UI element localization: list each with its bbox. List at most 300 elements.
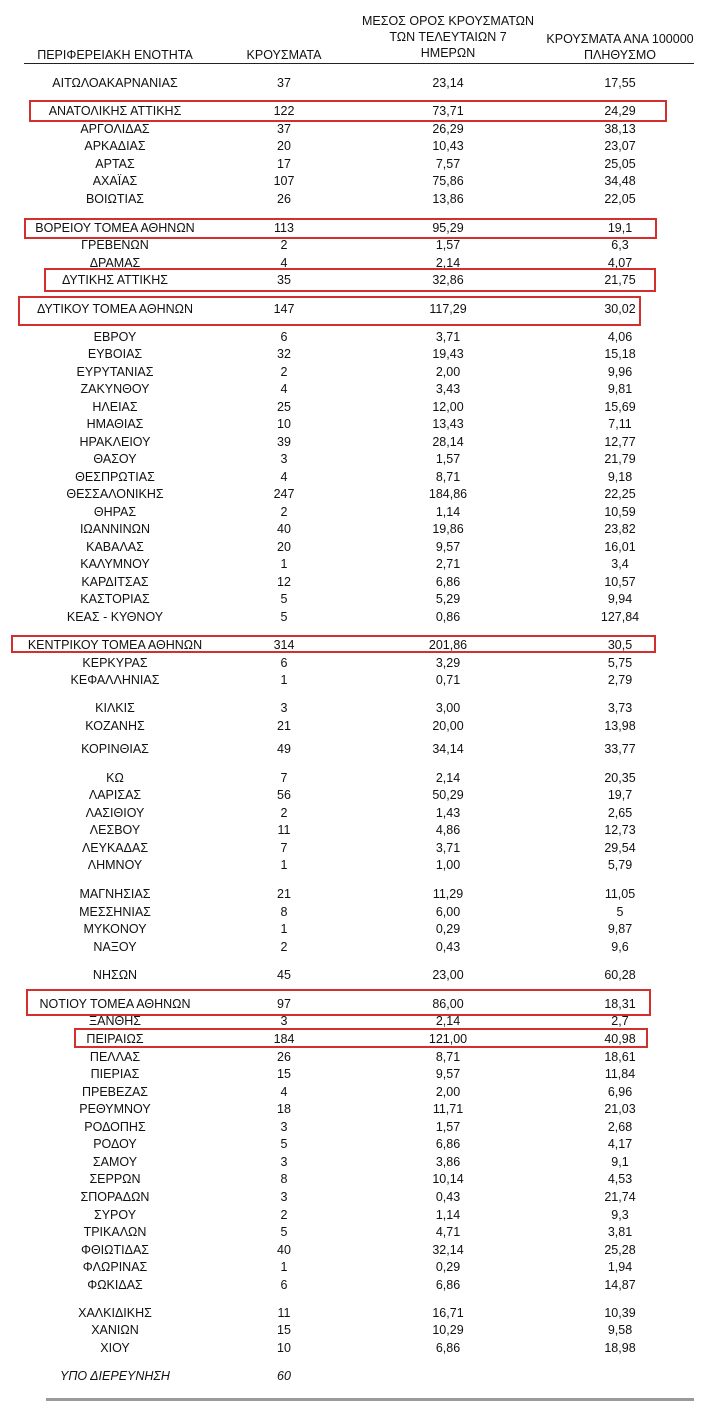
- per100k-value: 4,07: [607, 256, 633, 270]
- cases-value: 7: [280, 841, 288, 855]
- avg7-value: 6,86: [435, 575, 461, 589]
- per100k-value: 19,1: [607, 221, 633, 235]
- cases-value: 17: [277, 157, 291, 171]
- cases-value: 37: [277, 122, 291, 136]
- per100k-value: 10,57: [604, 575, 636, 589]
- cases-value: 8: [280, 905, 288, 919]
- header-region: ΠΕΡΙΦΕΡΕΙΑΚΗ ΕΝΟΤΗΤΑ: [37, 48, 193, 62]
- per100k-value: 22,25: [604, 487, 636, 501]
- footer-cases-value: 60: [277, 1369, 291, 1383]
- region-name: ΑΝΑΤΟΛΙΚΗΣ ΑΤΤΙΚΗΣ: [48, 104, 182, 118]
- avg7-value: 3,86: [435, 1155, 461, 1169]
- header-divider: [24, 63, 694, 64]
- region-name: ΙΩΑΝΝΙΝΩΝ: [79, 522, 151, 536]
- per100k-value: 9,87: [607, 922, 633, 936]
- cases-value: 10: [277, 1341, 291, 1355]
- region-name: ΛΑΡΙΣΑΣ: [88, 788, 142, 802]
- region-name: ΑΡΚΑΔΙΑΣ: [84, 139, 146, 153]
- table-row: [0, 700, 722, 717]
- region-name: ΚΕΦΑΛΛΗΝΙΑΣ: [70, 673, 160, 687]
- avg7-value: 184,86: [428, 487, 468, 501]
- region-name: ΞΑΝΘΗΣ: [89, 1014, 141, 1028]
- avg7-value: 26,29: [432, 122, 464, 136]
- region-name: ΛΑΣΙΘΙΟΥ: [85, 806, 145, 820]
- region-name: ΚΕΑΣ - ΚΥΘΝΟΥ: [66, 610, 164, 624]
- table-row: [0, 1242, 722, 1259]
- cases-value: 2: [280, 238, 288, 252]
- highlight-box: [29, 100, 667, 122]
- per100k-value: 9,18: [607, 470, 633, 484]
- table-row: [0, 1259, 722, 1276]
- table-row: [0, 1224, 722, 1241]
- cases-value: 32: [277, 347, 291, 361]
- table-row: [0, 822, 722, 839]
- avg7-value: 4,86: [435, 823, 461, 837]
- region-name: ΓΡΕΒΕΝΩΝ: [81, 238, 149, 252]
- region-name: ΣΕΡΡΩΝ: [89, 1172, 141, 1186]
- per100k-value: 18,61: [604, 1050, 636, 1064]
- table-row: [0, 346, 722, 363]
- table-row: [0, 416, 722, 433]
- avg7-value: 7,57: [435, 157, 461, 171]
- cases-value: 2: [280, 940, 288, 954]
- table-row: [0, 1084, 722, 1101]
- avg7-value: 10,43: [432, 139, 464, 153]
- highlight-box: [18, 296, 641, 326]
- avg7-value: 6,86: [435, 1341, 461, 1355]
- avg7-value: 28,14: [432, 435, 464, 449]
- table-row: [0, 967, 722, 984]
- region-name: ΦΘΙΩΤΙΔΑΣ: [80, 1243, 150, 1257]
- highlight-box: [11, 635, 656, 653]
- cases-value: 3: [280, 701, 288, 715]
- avg7-value: 117,29: [429, 302, 467, 316]
- highlight-box: [44, 268, 656, 292]
- per100k-value: 15,18: [604, 347, 636, 361]
- per100k-value: 4,06: [607, 330, 633, 344]
- per100k-value: 25,05: [604, 157, 636, 171]
- cases-value: 3: [280, 1155, 288, 1169]
- cases-value: 3: [280, 1014, 288, 1028]
- per100k-value: 6,3: [611, 238, 629, 252]
- region-name: ΗΜΑΘΙΑΣ: [86, 417, 144, 431]
- avg7-value: 19,86: [432, 522, 464, 536]
- per100k-value: 12,77: [604, 435, 636, 449]
- avg7-value: 3,00: [435, 701, 461, 715]
- cases-value: 184: [273, 1032, 295, 1046]
- avg7-value: 0,43: [435, 1190, 461, 1204]
- region-name: ΧΙΟΥ: [100, 1341, 130, 1355]
- avg7-value: 32,14: [432, 1243, 464, 1257]
- region-name: ΚΑΛΥΜΝΟΥ: [80, 557, 150, 571]
- table-row: [0, 399, 722, 416]
- table-row: [0, 504, 722, 521]
- region-name: ΠΕΛΛΑΣ: [89, 1050, 141, 1064]
- table-row: [0, 609, 722, 626]
- per100k-value: 9,3: [611, 1208, 629, 1222]
- avg7-value: 1,00: [435, 858, 461, 872]
- table-row: [0, 1277, 722, 1294]
- table-row: [0, 672, 722, 689]
- cases-value: 2: [280, 365, 288, 379]
- table-row: [0, 939, 722, 956]
- cases-value: 5: [280, 610, 288, 624]
- cases-value: 97: [277, 997, 291, 1011]
- per100k-value: 10,59: [604, 505, 636, 519]
- cases-value: 18: [277, 1102, 291, 1116]
- per100k-value: 11,05: [604, 887, 636, 901]
- avg7-value: 2,14: [435, 771, 461, 785]
- avg7-value: 1,57: [435, 238, 461, 252]
- cases-value: 247: [273, 487, 295, 501]
- avg7-value: 20,00: [432, 719, 464, 733]
- cases-value: 37: [277, 76, 291, 90]
- highlight-box: [24, 218, 657, 239]
- region-name: ΕΥΡΥΤΑΝΙΑΣ: [76, 365, 154, 379]
- table-row: [0, 329, 722, 346]
- avg7-value: 1,14: [435, 1208, 461, 1222]
- cases-value: 26: [277, 1050, 291, 1064]
- table-row: [0, 1189, 722, 1206]
- avg7-value: 10,14: [432, 1172, 464, 1186]
- region-name: ΔΥΤΙΚΗΣ ΑΤΤΙΚΗΣ: [62, 273, 168, 287]
- region-name: ΦΩΚΙΔΑΣ: [87, 1278, 143, 1292]
- avg7-value: 1,14: [435, 505, 461, 519]
- region-name: ΘΕΣΣΑΛΟΝΙΚΗΣ: [66, 487, 164, 501]
- region-name: ΜΑΓΝΗΣΙΑΣ: [79, 887, 151, 901]
- avg7-value: 16,71: [432, 1306, 464, 1320]
- table-row: [0, 1322, 722, 1339]
- per100k-value: 4,53: [607, 1172, 633, 1186]
- table-row: [0, 364, 722, 381]
- per100k-value: 21,03: [604, 1102, 636, 1116]
- table-row: [0, 469, 722, 486]
- per100k-value: 21,79: [604, 452, 636, 466]
- region-name: ΜΕΣΣΗΝΙΑΣ: [79, 905, 151, 919]
- avg7-value: 3,29: [435, 656, 461, 670]
- table-row: [0, 1066, 722, 1083]
- region-name: ΑΧΑΪΑΣ: [92, 174, 138, 188]
- table-row: [0, 591, 722, 608]
- per100k-value: 12,73: [604, 823, 636, 837]
- region-name: ΡΕΘΥΜΝΟΥ: [79, 1102, 151, 1116]
- cases-value: 6: [280, 656, 288, 670]
- region-name: ΛΗΜΝΟΥ: [87, 858, 143, 872]
- table-row: [0, 173, 722, 190]
- region-name: ΡΟΔΟΥ: [93, 1137, 137, 1151]
- per100k-value: 2,7: [611, 1014, 629, 1028]
- region-name: ΧΑΛΚΙΔΙΚΗΣ: [78, 1306, 152, 1320]
- cases-value: 3: [280, 1190, 288, 1204]
- avg7-value: 1,57: [435, 1120, 461, 1134]
- table-row: [0, 787, 722, 804]
- table-row: [0, 1049, 722, 1066]
- per100k-value: 9,96: [607, 365, 633, 379]
- cases-value: 26: [277, 192, 291, 206]
- cases-value: 40: [277, 522, 291, 536]
- region-name: ΜΥΚΟΝΟΥ: [83, 922, 147, 936]
- cases-value: 113: [274, 221, 294, 235]
- per100k-value: 40,98: [604, 1032, 636, 1046]
- cases-value: 4: [280, 1085, 288, 1099]
- avg7-value: 50,29: [432, 788, 464, 802]
- avg7-value: 2,14: [435, 256, 461, 270]
- table-row: [0, 1154, 722, 1171]
- avg7-value: 13,43: [432, 417, 464, 431]
- cases-value: 4: [280, 470, 288, 484]
- per100k-value: 2,79: [607, 673, 633, 687]
- table-row: [0, 1136, 722, 1153]
- per100k-value: 5,79: [607, 858, 633, 872]
- per100k-value: 18,98: [604, 1341, 636, 1355]
- per100k-value: 9,1: [611, 1155, 629, 1169]
- per100k-value: 30,02: [604, 302, 636, 316]
- cases-value: 1: [280, 922, 288, 936]
- table-footer-row: [0, 1368, 722, 1385]
- avg7-value: 6,86: [435, 1278, 461, 1292]
- cases-value: 8: [280, 1172, 288, 1186]
- region-name: ΡΟΔΟΠΗΣ: [84, 1120, 146, 1134]
- table-row: [0, 434, 722, 451]
- avg7-value: 2,00: [435, 1085, 461, 1099]
- region-name: ΠΡΕΒΕΖΑΣ: [81, 1085, 149, 1099]
- per100k-value: 34,48: [604, 174, 636, 188]
- per100k-value: 14,87: [604, 1278, 636, 1292]
- per100k-value: 11,84: [604, 1067, 636, 1081]
- table-row: [0, 574, 722, 591]
- cases-value: 2: [280, 1208, 288, 1222]
- cases-value: 21: [277, 887, 291, 901]
- avg7-value: 11,29: [432, 887, 464, 901]
- table-row: [0, 1101, 722, 1118]
- avg7-value: 9,57: [435, 1067, 461, 1081]
- region-name: ΚΟΡΙΝΘΙΑΣ: [81, 742, 149, 756]
- highlight-box: [26, 989, 651, 1016]
- table-row: [0, 904, 722, 921]
- per100k-value: 17,55: [604, 76, 636, 90]
- avg7-value: 32,86: [432, 273, 464, 287]
- region-name: ΤΡΙΚΑΛΩΝ: [83, 1225, 147, 1239]
- header-cases: ΚΡΟΥΣΜΑΤΑ: [246, 48, 322, 62]
- avg7-value: 86,00: [432, 997, 464, 1011]
- cases-value: 21: [277, 719, 291, 733]
- cases-value: 11: [277, 1306, 291, 1320]
- cases-value: 25: [277, 400, 291, 414]
- region-name: ΕΥΒΟΙΑΣ: [87, 347, 143, 361]
- region-name: ΘΕΣΠΡΩΤΙΑΣ: [75, 470, 155, 484]
- per100k-value: 23,07: [604, 139, 636, 153]
- avg7-value: 34,14: [432, 742, 464, 756]
- cases-value: 11: [277, 823, 291, 837]
- region-name: ΣΑΜΟΥ: [92, 1155, 138, 1169]
- region-name: ΚΙΛΚΙΣ: [95, 701, 135, 715]
- cases-value: 4: [280, 256, 288, 270]
- region-name: ΒΟΡΕΙΟΥ ΤΟΜΕΑ ΑΘΗΝΩΝ: [35, 221, 195, 235]
- region-name: ΕΒΡΟΥ: [93, 330, 137, 344]
- table-row: [0, 451, 722, 468]
- avg7-value: 121,00: [428, 1032, 468, 1046]
- table-row: [0, 921, 722, 938]
- cases-value: 4: [280, 382, 288, 396]
- table-row: [0, 539, 722, 556]
- avg7-value: 3,71: [435, 330, 461, 344]
- per100k-value: 19,7: [607, 788, 633, 802]
- cases-value: 15: [277, 1067, 291, 1081]
- cases-value: 3: [280, 452, 288, 466]
- per100k-value: 25,28: [604, 1243, 636, 1257]
- per100k-value: 5: [616, 905, 624, 919]
- table-row: [0, 521, 722, 538]
- cases-value: 122: [273, 104, 295, 118]
- per100k-value: 9,58: [607, 1323, 633, 1337]
- cases-value: 2: [280, 806, 288, 820]
- avg7-value: 0,43: [435, 940, 461, 954]
- per100k-value: 9,6: [611, 940, 629, 954]
- per100k-value: 3,81: [607, 1225, 633, 1239]
- table-row: [0, 1171, 722, 1188]
- region-name: ΑΡΓΟΛΙΔΑΣ: [80, 122, 150, 136]
- cases-value: 15: [277, 1323, 291, 1337]
- avg7-value: 1,43: [435, 806, 461, 820]
- avg7-value: 13,86: [432, 192, 464, 206]
- region-name: ΝΗΣΩΝ: [92, 968, 138, 982]
- per100k-value: 9,81: [607, 382, 633, 396]
- avg7-value: 8,71: [435, 1050, 461, 1064]
- per100k-value: 23,82: [604, 522, 636, 536]
- cases-value: 6: [280, 330, 288, 344]
- avg7-value: 73,71: [432, 104, 464, 118]
- cases-value: 2: [280, 505, 288, 519]
- per100k-value: 10,39: [604, 1306, 636, 1320]
- avg7-value: 23,14: [432, 76, 464, 90]
- per100k-value: 6,96: [607, 1085, 633, 1099]
- avg7-value: 4,71: [435, 1225, 461, 1239]
- table-row: [0, 718, 722, 735]
- per100k-value: 4,17: [607, 1137, 633, 1151]
- bottom-rule: [46, 1398, 694, 1401]
- header-avg7: ΜΕΣΟΣ ΟΡΟΣ ΚΡΟΥΣΜΑΤΩΝ ΤΩΝ ΤΕΛΕΥΤΑΙΩΝ 7 ΗΜΕΡΩΝ: [361, 14, 535, 60]
- table-row: [0, 138, 722, 155]
- per100k-value: 33,77: [604, 742, 636, 756]
- region-name: ΚΑΡΔΙΤΣΑΣ: [81, 575, 149, 589]
- region-name: ΑΙΤΩΛΟΑΚΑΡΝΑΝΙΑΣ: [52, 76, 178, 90]
- avg7-value: 2,00: [435, 365, 461, 379]
- cases-value: 40: [277, 1243, 291, 1257]
- avg7-value: 12,00: [432, 400, 464, 414]
- cases-value: 39: [277, 435, 291, 449]
- highlight-box: [74, 1028, 648, 1048]
- per100k-value: 30,5: [607, 638, 633, 652]
- avg7-value: 3,71: [435, 841, 461, 855]
- region-name: ΧΑΝΙΩΝ: [91, 1323, 139, 1337]
- cases-value: 147: [273, 302, 295, 316]
- per100k-value: 15,69: [604, 400, 636, 414]
- cases-value: 49: [277, 742, 291, 756]
- table-row: [0, 1119, 722, 1136]
- region-name: ΖΑΚΥΝΘΟΥ: [80, 382, 150, 396]
- cases-value: 1: [280, 557, 288, 571]
- region-name: ΛΕΥΚΑΔΑΣ: [81, 841, 149, 855]
- table-row: [0, 486, 722, 503]
- table-row: [0, 1305, 722, 1322]
- avg7-value: 8,71: [435, 470, 461, 484]
- avg7-value: 201,86: [428, 638, 468, 652]
- table-row: [0, 156, 722, 173]
- region-name: ΝΑΞΟΥ: [93, 940, 137, 954]
- region-name: ΘΗΡΑΣ: [93, 505, 137, 519]
- avg7-value: 75,86: [432, 174, 464, 188]
- avg7-value: 0,29: [435, 922, 461, 936]
- table-row: [0, 741, 722, 758]
- per100k-value: 2,65: [607, 806, 633, 820]
- per100k-value: 13,98: [604, 719, 636, 733]
- header-per100k: ΚΡΟΥΣΜΑΤΑ ΑΝΑ 100000 ΠΛΗΘΥΣΜΟ: [546, 32, 694, 62]
- cases-value: 5: [280, 592, 288, 606]
- region-name: ΒΟΙΩΤΙΑΣ: [85, 192, 145, 206]
- cases-value: 7: [280, 771, 288, 785]
- region-name: ΔΡΑΜΑΣ: [89, 256, 141, 270]
- per100k-value: 1,94: [607, 1260, 633, 1274]
- region-name: ΚΩ: [106, 771, 124, 785]
- cases-value: 20: [277, 540, 291, 554]
- avg7-value: 2,71: [435, 557, 461, 571]
- per100k-value: 21,74: [604, 1190, 636, 1204]
- region-name: ΝΟΤΙΟΥ ΤΟΜΕΑ ΑΘΗΝΩΝ: [39, 997, 191, 1011]
- cases-value: 45: [277, 968, 291, 982]
- avg7-value: 10,29: [432, 1323, 464, 1337]
- region-name: ΠΙΕΡΙΑΣ: [90, 1067, 140, 1081]
- per100k-value: 21,75: [604, 273, 636, 287]
- avg7-value: 6,86: [435, 1137, 461, 1151]
- cases-value: 10: [277, 417, 291, 431]
- per100k-value: 29,54: [604, 841, 636, 855]
- region-name: ΠΕΙΡΑΙΩΣ: [86, 1032, 144, 1046]
- region-name: ΘΑΣΟΥ: [93, 452, 137, 466]
- region-name: ΣΥΡΟΥ: [93, 1208, 137, 1222]
- avg7-value: 11,71: [432, 1102, 464, 1116]
- avg7-value: 3,43: [435, 382, 461, 396]
- cases-value: 5: [280, 1137, 288, 1151]
- per100k-value: 18,31: [604, 997, 636, 1011]
- cases-value: 20: [277, 139, 291, 153]
- avg7-value: 0,71: [435, 673, 461, 687]
- region-name: ΚΑΣΤΟΡΙΑΣ: [80, 592, 150, 606]
- table-row: [0, 805, 722, 822]
- per100k-value: 60,28: [604, 968, 636, 982]
- cases-value: 3: [280, 1120, 288, 1134]
- avg7-value: 19,43: [432, 347, 464, 361]
- region-name: ΑΡΤΑΣ: [95, 157, 135, 171]
- table-row: [0, 75, 722, 92]
- cases-value: 107: [273, 174, 295, 188]
- per100k-value: 3,73: [607, 701, 633, 715]
- region-name: ΚΟΖΑΝΗΣ: [85, 719, 145, 733]
- avg7-value: 95,29: [432, 221, 464, 235]
- cases-value: 314: [273, 638, 295, 652]
- per100k-value: 24,29: [604, 104, 636, 118]
- table-row: [0, 191, 722, 208]
- cases-value: 35: [277, 273, 291, 287]
- region-name: ΚΕΝΤΡΙΚΟΥ ΤΟΜΕΑ ΑΘΗΝΩΝ: [27, 638, 203, 652]
- cases-value: 1: [280, 858, 288, 872]
- table-row: [0, 857, 722, 874]
- per100k-value: 7,11: [608, 417, 632, 431]
- cases-value: 6: [280, 1278, 288, 1292]
- region-name: ΔΥΤΙΚΟΥ ΤΟΜΕΑ ΑΘΗΝΩΝ: [36, 302, 194, 316]
- avg7-value: 23,00: [432, 968, 464, 982]
- avg7-value: 6,00: [435, 905, 461, 919]
- avg7-value: 5,29: [435, 592, 461, 606]
